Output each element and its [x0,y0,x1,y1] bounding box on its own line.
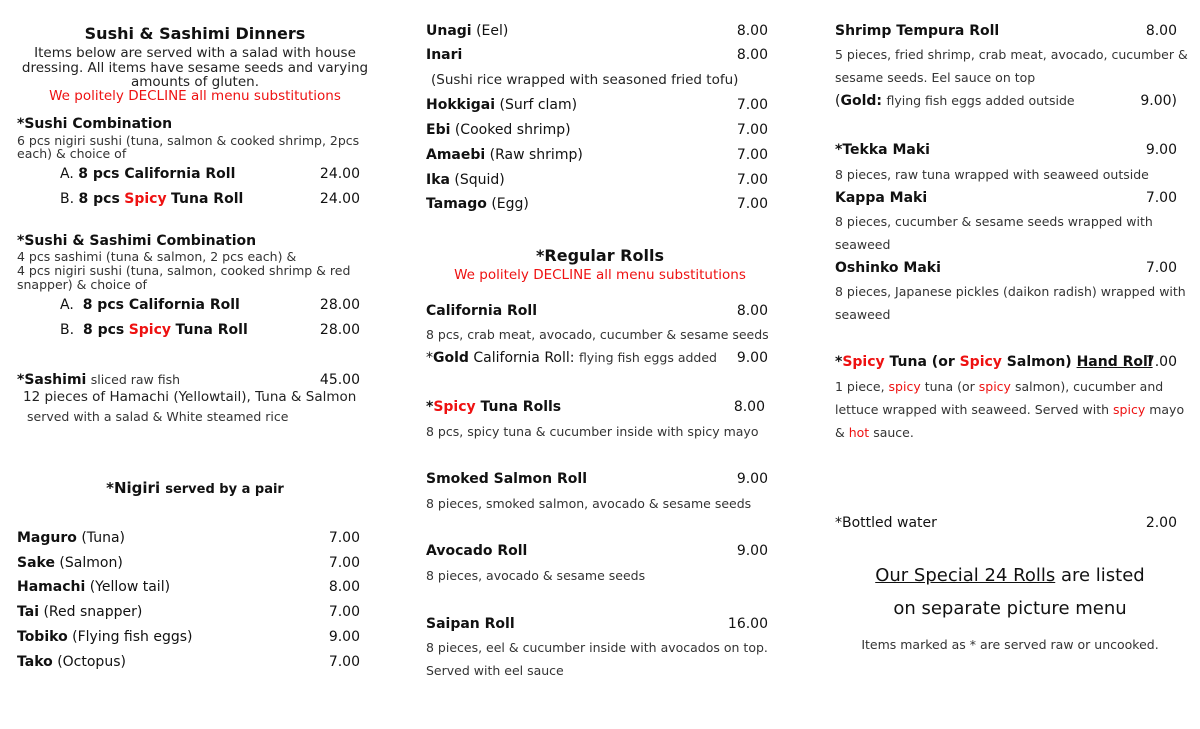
hand-roll-price: 7.00 [1145,354,1177,370]
gold-desc: flying fish eggs added outside [886,93,1075,108]
saipan-roll-desc-2: Served with eel sauce [426,663,564,678]
list-item [426,23,508,39]
item-price: 7.00 [736,122,768,138]
item-desc: (Raw shrimp) [489,147,583,163]
list-item [17,579,170,595]
oshinko-maki-name: Oshinko Maki [835,260,941,276]
tekka-maki-name: *Tekka Maki [835,142,930,158]
kappa-maki-desc-2: seaweed [835,237,891,252]
spicy-word: Spicy [959,354,1002,370]
shrimp-tempura-gold-option [835,93,1075,109]
california-roll-price: 8.00 [736,303,768,319]
item-name: Sake [17,555,55,571]
special-rolls-note-line-2: on separate picture menu [893,598,1127,619]
sushi-sashimi-combination-option-b-price: 28.00 [319,322,360,338]
item-name: Hokkigai [426,97,496,113]
sushi-sashimi-combination-option-a-price: 28.00 [319,297,360,313]
hand-roll-name-part-2: Salmon) [1006,354,1072,370]
option-name: 8 pcs California Roll [82,297,240,313]
tekka-maki-price: 9.00 [1145,142,1177,158]
list-item [426,122,571,138]
sushi-sashimi-combination-title: *Sushi & Sashimi Combination [17,233,257,249]
shrimp-tempura-roll-desc-2: sesame seeds. Eel sauce on top [835,70,1036,85]
item-desc: (Surf clam) [499,97,578,113]
oshinko-maki-desc-1: 8 pieces, Japanese pickles (daikon radish) wrapped with [835,284,1186,299]
item-price: 7.00 [328,530,360,546]
nigiri-title [0,478,390,497]
item-price: 7.00 [328,654,360,670]
raw-marker: * [835,354,843,370]
spicy-word: Spicy [842,354,885,370]
item-price: 7.00 [736,196,768,212]
sushi-sashimi-combination-desc-2: 4 pcs nigiri sushi (tuna, salmon, cooked shrimp & red [17,263,351,278]
text: mayo [1149,402,1185,417]
kappa-maki-desc-1: 8 pieces, cucumber & sesame seeds wrapped with [835,214,1153,229]
decline-notice: We politely DECLINE all menu substitutions [49,88,341,104]
item-price: 8.00 [736,23,768,39]
hand-roll-word: Hand Roll [1076,354,1153,370]
hand-roll-name [835,354,1153,370]
special-rolls-note-line-1 [810,565,1200,586]
list-item [426,172,505,188]
list-item [426,196,529,212]
sushi-sashimi-combination-option-a [60,297,240,313]
option-name-pre: 8 pcs [78,191,120,207]
california-roll-name: California Roll [426,303,538,319]
text: salmon), cucumber and [1014,379,1164,394]
item-name: Hamachi [17,579,86,595]
item-price: 7.00 [736,172,768,188]
list-item [17,555,123,571]
option-prefix: B. [60,322,75,338]
spicy-word: spicy [978,379,1011,394]
intro-line-2: dressing. All items have sesame seeds and varying [21,60,369,76]
paren-open: ( [835,93,841,109]
item-price: 7.00 [328,604,360,620]
sushi-combination-title: *Sushi Combination [17,116,173,132]
item-name: Maguro [17,530,77,546]
option-name-pre: 8 pcs [82,322,125,338]
option-prefix: A. [60,166,74,182]
item-desc: (Red snapper) [43,604,143,620]
item-desc: (Squid) [454,172,505,188]
raw-items-note: Items marked as * are served raw or uncooked. [861,637,1159,652]
item-name: Ebi [426,122,451,138]
spicy-word: Spicy [128,322,172,338]
item-name: Unagi [426,23,472,39]
nigiri-subtitle: served by a pair [165,482,284,497]
smoked-salmon-roll-price: 9.00 [736,471,768,487]
oshinko-maki-desc-2: seaweed [835,307,891,322]
text: 1 piece, [835,379,885,394]
roll-name: Tuna Rolls [480,399,562,415]
item-price: 9.00 [328,629,360,645]
item-price: 7.00 [736,97,768,113]
list-item [17,604,142,620]
smoked-salmon-roll-desc: 8 pieces, smoked salmon, avocado & sesame seeds [426,496,752,511]
spicy-tuna-rolls-price: 8.00 [733,399,765,415]
sushi-sashimi-combination-option-b [60,322,248,338]
text: sauce. [873,425,914,440]
gold-word: Gold: [840,93,882,109]
raw-marker: * [426,399,434,415]
sushi-sashimi-combination-desc-3: snapper) & choice of [17,277,147,292]
sashimi-desc-2: served with a salad & White steamed rice [27,409,289,424]
intro-line-3: amounts of gluten. [130,74,260,90]
bottled-water-price: 2.00 [1145,515,1177,531]
gold-california-roll-price: 9.00 [736,350,768,366]
sashimi-name: *Sashimi [17,372,87,388]
shrimp-tempura-gold-price: 9.00) [1140,93,1177,109]
item-desc: (Yellow tail) [89,579,171,595]
special-rolls-link-text: Our Special 24 Rolls [875,565,1056,586]
kappa-maki-name: Kappa Maki [835,190,928,206]
inari-note: (Sushi rice wrapped with seasoned fried tofu) [431,72,739,88]
sushi-combination-desc-1: 6 pcs nigiri sushi (tuna, salmon & cooked shrimp, 2pcs [17,133,360,148]
sushi-combination-option-a [60,166,235,182]
item-name: Tamago [426,196,487,212]
raw-marker: * [426,350,433,366]
list-item [17,654,126,670]
option-name-post: Tuna Roll [171,191,244,207]
item-name: Inari [426,47,463,63]
sashimi-name-desc: sliced raw fish [90,372,181,387]
saipan-roll-price: 16.00 [727,616,768,632]
spicy-word: Spicy [433,399,476,415]
shrimp-tempura-roll-name: Shrimp Tempura Roll [835,23,1000,39]
sushi-combination-option-a-price: 24.00 [319,166,360,182]
option-name: 8 pcs California Roll [78,166,236,182]
item-desc: (Tuna) [81,530,126,546]
list-item [426,97,577,113]
sushi-sashimi-combination-desc-1: 4 pcs sashimi (tuna & salmon, 2 pcs each) & [17,249,297,264]
sashimi-desc-1: 12 pieces of Hamachi (Yellowtail), Tuna & Salmon [23,389,357,405]
bottled-water-name: *Bottled water [835,515,937,531]
intro-line-1: Items below are served with a salad with house [34,45,356,61]
item-name: Ika [426,172,450,188]
smoked-salmon-roll-name: Smoked Salmon Roll [426,471,587,487]
text: tuna (or [924,379,975,394]
california-roll-desc: 8 pcs, crab meat, avocado, cucumber & sesame seeds [426,327,769,342]
item-desc: (Salmon) [59,555,123,571]
gold-word: Gold [433,350,469,366]
item-desc: (Flying fish eggs) [72,629,193,645]
tekka-maki-desc: 8 pieces, raw tuna wrapped with seaweed outside [835,167,1149,182]
hot-word: hot [848,425,870,440]
hand-roll-desc-1 [835,379,1163,394]
kappa-maki-price: 7.00 [1145,190,1177,206]
gold-california-roll [426,350,717,366]
option-prefix: A. [60,297,74,313]
item-desc: (Octopus) [57,654,126,670]
saipan-roll-name: Saipan Roll [426,616,515,632]
item-desc: (Eel) [476,23,509,39]
avocado-roll-name: Avocado Roll [426,543,528,559]
list-item [426,147,583,163]
spicy-word: Spicy [124,191,167,207]
nigiri-title-text: *Nigiri [106,479,161,497]
spicy-tuna-rolls-desc: 8 pcs, spicy tuna & cucumber inside with spicy mayo [426,424,759,439]
text: & [835,425,845,440]
hand-roll-name-part-1: Tuna (or [889,354,955,370]
item-name: Tobiko [17,629,68,645]
spicy-word: spicy [888,379,921,394]
sushi-combination-option-b-price: 24.00 [319,191,360,207]
item-name: Amaebi [426,147,486,163]
oshinko-maki-price: 7.00 [1145,260,1177,276]
sashimi-title [17,372,180,388]
avocado-roll-price: 9.00 [736,543,768,559]
sushi-combination-desc-2: each) & choice of [17,146,127,161]
item-desc: (Egg) [491,196,529,212]
item-price: 7.00 [736,147,768,163]
sushi-combination-option-b [60,191,243,207]
gold-desc: flying fish eggs added [578,350,717,365]
option-prefix: B. [60,191,75,207]
item-price: 8.00 [736,47,768,63]
list-item [17,629,193,645]
item-name: Tako [17,654,53,670]
list-item [17,530,125,546]
decline-notice: We politely DECLINE all menu substitutions [454,267,746,283]
item-price: 7.00 [328,555,360,571]
special-rolls-text: are listed [1060,565,1145,586]
section-title-regular-rolls: *Regular Rolls [536,246,664,265]
hand-roll-desc-3 [835,425,914,440]
sashimi-price: 45.00 [319,372,360,388]
text: lettuce wrapped with seaweed. Served with [835,402,1110,417]
saipan-roll-desc-1: 8 pieces, eel & cucumber inside with avocados on top. [426,640,768,655]
option-name-post: Tuna Roll [175,322,248,338]
spicy-tuna-rolls-name [426,399,561,415]
shrimp-tempura-roll-price: 8.00 [1145,23,1177,39]
hand-roll-desc-2 [835,402,1184,417]
shrimp-tempura-roll-desc-1: 5 pieces, fried shrimp, crab meat, avocado, cucumber & [835,47,1188,62]
item-name: Tai [17,604,39,620]
list-item [426,47,462,63]
avocado-roll-desc: 8 pieces, avocado & sesame seeds [426,568,646,583]
spicy-word: spicy [1113,402,1146,417]
item-price: 8.00 [328,579,360,595]
section-title-sushi-sashimi-dinners: Sushi & Sashimi Dinners [84,24,306,43]
item-desc: (Cooked shrimp) [454,122,571,138]
gold-name-rest: California Roll: [473,350,575,366]
